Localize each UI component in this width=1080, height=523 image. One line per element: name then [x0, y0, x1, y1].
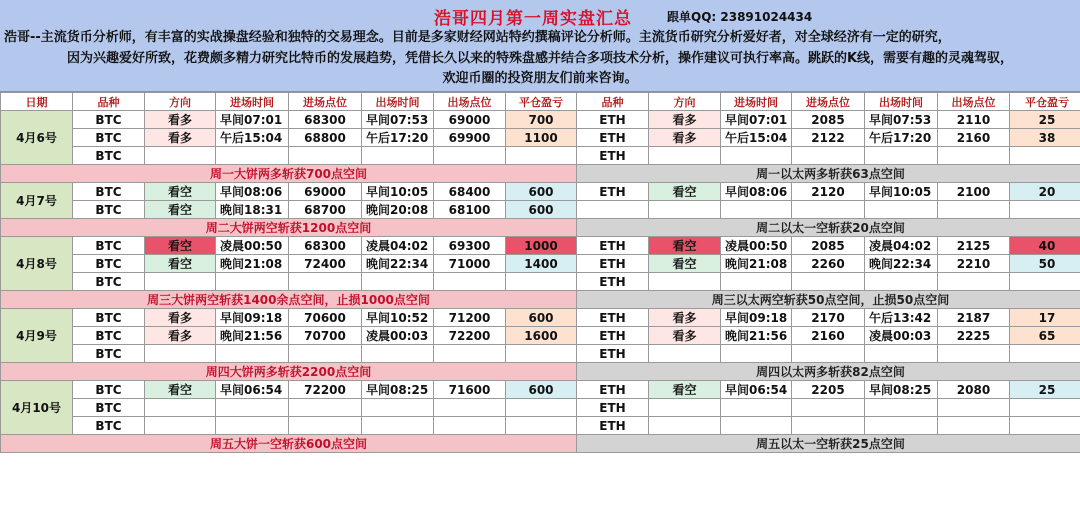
btc-summary: 周三大饼两空斩获1400余点空间，止损1000点空间 — [1, 291, 577, 309]
trade-table — [0, 92, 1080, 453]
eth-pnl-cell: 40 — [1010, 237, 1080, 255]
btc-entry-time-cell: 晚间21:08 — [216, 255, 289, 273]
btc-pnl-cell: 600 — [506, 381, 577, 399]
eth-entry-time-cell: 早间07:01 — [721, 111, 792, 129]
eth-pnl-cell — [1010, 417, 1080, 435]
btc-entry-time-cell: 凌晨00:50 — [216, 237, 289, 255]
eth-exit-price-cell — [938, 399, 1010, 417]
eth-direction-cell — [649, 201, 721, 219]
eth-exit-price-cell: 2187 — [938, 309, 1010, 327]
btc-symbol-cell: BTC — [73, 201, 145, 219]
eth-entry-price-cell: 2260 — [792, 255, 865, 273]
btc-exit-time-cell: 早间10:05 — [362, 183, 434, 201]
btc-direction-cell: 看多 — [145, 111, 216, 129]
eth-exit-price-cell: 2110 — [938, 111, 1010, 129]
btc-entry-time-cell — [216, 273, 289, 291]
btc-direction-cell: 看多 — [145, 327, 216, 345]
eth-symbol-cell: ETH — [577, 381, 649, 399]
btc-exit-time-cell: 晚间22:34 — [362, 255, 434, 273]
eth-summary: 周五以太一空斩获25点空间 — [577, 435, 1080, 453]
eth-entry-time-cell — [721, 399, 792, 417]
eth-pnl-cell — [1010, 147, 1080, 165]
btc-symbol-cell: BTC — [73, 183, 145, 201]
eth-exit-price-cell — [938, 417, 1010, 435]
eth-direction-cell: 看空 — [649, 237, 721, 255]
btc-exit-time-cell — [362, 345, 434, 363]
intro-text — [4, 28, 1076, 90]
btc-symbol-cell: BTC — [73, 237, 145, 255]
btc-direction-cell: 看空 — [145, 255, 216, 273]
eth-summary: 周二以太一空斩获20点空间 — [577, 219, 1080, 237]
btc-symbol-cell: BTC — [73, 345, 145, 363]
btc-exit-price-cell: 68100 — [434, 201, 506, 219]
contact-qq: 跟单QQ: 23891024434 — [667, 10, 813, 24]
btc-direction-cell — [145, 399, 216, 417]
eth-entry-time-cell: 早间08:06 — [721, 183, 792, 201]
btc-entry-price-cell — [289, 399, 362, 417]
date-cell: 4月7号 — [1, 183, 73, 219]
eth-direction-cell: 看多 — [649, 309, 721, 327]
btc-symbol-cell: BTC — [73, 111, 145, 129]
eth-entry-time-cell: 早间06:54 — [721, 381, 792, 399]
btc-symbol-cell: BTC — [73, 129, 145, 147]
eth-exit-time-cell: 凌晨04:02 — [865, 237, 938, 255]
eth-exit-time-cell — [865, 345, 938, 363]
btc-symbol-cell: BTC — [73, 381, 145, 399]
column-header: 平仓盈亏 — [1010, 93, 1080, 111]
eth-entry-price-cell — [792, 201, 865, 219]
table-header-row — [1, 93, 1080, 111]
btc-entry-time-cell: 晚间18:31 — [216, 201, 289, 219]
btc-symbol-cell: BTC — [73, 309, 145, 327]
btc-pnl-cell: 600 — [506, 201, 577, 219]
btc-exit-price-cell: 69300 — [434, 237, 506, 255]
eth-symbol-cell: ETH — [577, 255, 649, 273]
eth-entry-time-cell — [721, 201, 792, 219]
summary-row — [1, 435, 1080, 453]
btc-entry-price-cell: 72200 — [289, 381, 362, 399]
eth-exit-time-cell — [865, 273, 938, 291]
btc-exit-time-cell: 凌晨04:02 — [362, 237, 434, 255]
btc-entry-price-cell — [289, 345, 362, 363]
eth-entry-time-cell — [721, 345, 792, 363]
btc-summary: 周一大饼两多斩获700点空间 — [1, 165, 577, 183]
btc-symbol-cell: BTC — [73, 255, 145, 273]
column-header: 出场点位 — [938, 93, 1010, 111]
summary-row — [1, 165, 1080, 183]
btc-exit-price-cell — [434, 273, 506, 291]
eth-pnl-cell: 65 — [1010, 327, 1080, 345]
btc-entry-price-cell — [289, 417, 362, 435]
btc-exit-price-cell: 71200 — [434, 309, 506, 327]
btc-direction-cell: 看空 — [145, 237, 216, 255]
table-row — [1, 183, 1080, 201]
eth-entry-price-cell: 2085 — [792, 111, 865, 129]
btc-exit-price-cell: 71600 — [434, 381, 506, 399]
table-row — [1, 399, 1080, 417]
date-cell: 4月9号 — [1, 309, 73, 363]
btc-exit-time-cell: 凌晨00:03 — [362, 327, 434, 345]
btc-exit-time-cell — [362, 273, 434, 291]
table-row — [1, 381, 1080, 399]
column-header: 品种 — [73, 93, 145, 111]
btc-pnl-cell: 600 — [506, 183, 577, 201]
eth-pnl-cell: 20 — [1010, 183, 1080, 201]
btc-direction-cell — [145, 147, 216, 165]
eth-exit-price-cell: 2080 — [938, 381, 1010, 399]
eth-pnl-cell — [1010, 399, 1080, 417]
btc-entry-time-cell — [216, 417, 289, 435]
btc-exit-price-cell — [434, 399, 506, 417]
summary-row — [1, 363, 1080, 381]
btc-exit-price-cell: 72200 — [434, 327, 506, 345]
btc-exit-time-cell: 晚间20:08 — [362, 201, 434, 219]
btc-exit-time-cell — [362, 147, 434, 165]
btc-direction-cell: 看空 — [145, 381, 216, 399]
table-row — [1, 201, 1080, 219]
eth-summary: 周三以太两空斩获50点空间，止损50点空间 — [577, 291, 1080, 309]
btc-direction-cell: 看多 — [145, 129, 216, 147]
eth-symbol-cell: ETH — [577, 309, 649, 327]
date-cell: 4月6号 — [1, 111, 73, 165]
column-header: 进场点位 — [792, 93, 865, 111]
eth-summary: 周一以太两多斩获63点空间 — [577, 165, 1080, 183]
btc-entry-time-cell — [216, 345, 289, 363]
btc-entry-price-cell — [289, 273, 362, 291]
btc-exit-price-cell: 68400 — [434, 183, 506, 201]
column-header: 进场时间 — [216, 93, 289, 111]
column-header: 出场点位 — [434, 93, 506, 111]
btc-pnl-cell: 600 — [506, 309, 577, 327]
eth-entry-price-cell: 2170 — [792, 309, 865, 327]
eth-symbol-cell: ETH — [577, 327, 649, 345]
eth-exit-price-cell: 2210 — [938, 255, 1010, 273]
btc-exit-time-cell: 早间07:53 — [362, 111, 434, 129]
btc-exit-time-cell: 午后17:20 — [362, 129, 434, 147]
column-header: 日期 — [1, 93, 73, 111]
eth-direction-cell: 看多 — [649, 129, 721, 147]
btc-symbol-cell: BTC — [73, 273, 145, 291]
eth-entry-price-cell — [792, 147, 865, 165]
date-cell: 4月10号 — [1, 381, 73, 435]
btc-pnl-cell — [506, 273, 577, 291]
eth-pnl-cell: 17 — [1010, 309, 1080, 327]
btc-symbol-cell: BTC — [73, 327, 145, 345]
eth-pnl-cell: 25 — [1010, 111, 1080, 129]
btc-pnl-cell — [506, 417, 577, 435]
btc-direction-cell: 看多 — [145, 309, 216, 327]
date-cell: 4月8号 — [1, 237, 73, 291]
eth-direction-cell — [649, 273, 721, 291]
btc-direction-cell — [145, 273, 216, 291]
btc-entry-time-cell: 午后15:04 — [216, 129, 289, 147]
column-header: 方向 — [649, 93, 721, 111]
eth-symbol-cell: ETH — [577, 183, 649, 201]
btc-exit-time-cell — [362, 399, 434, 417]
eth-exit-price-cell — [938, 345, 1010, 363]
eth-direction-cell: 看空 — [649, 255, 721, 273]
btc-entry-time-cell: 早间06:54 — [216, 381, 289, 399]
eth-pnl-cell: 50 — [1010, 255, 1080, 273]
eth-symbol-cell: ETH — [577, 399, 649, 417]
eth-entry-price-cell: 2120 — [792, 183, 865, 201]
intro-line: 因为兴趣爱好所致，花费颇多精力研究比特币的发展趋势，凭借长久以来的特殊盘感并结合多项技术分析，操作建议可执行率高。跳跃的K线，需要有趣的灵魂驾驭， — [66, 50, 1014, 66]
eth-pnl-cell — [1010, 201, 1080, 219]
btc-entry-price-cell: 69000 — [289, 183, 362, 201]
summary-row — [1, 219, 1080, 237]
eth-entry-price-cell: 2160 — [792, 327, 865, 345]
eth-exit-time-cell — [865, 201, 938, 219]
eth-entry-time-cell: 午后15:04 — [721, 129, 792, 147]
btc-entry-price-cell — [289, 147, 362, 165]
btc-pnl-cell — [506, 345, 577, 363]
column-header: 品种 — [577, 93, 649, 111]
btc-summary: 周二大饼两空斩获1200点空间 — [1, 219, 577, 237]
btc-direction-cell — [145, 345, 216, 363]
eth-exit-price-cell: 2160 — [938, 129, 1010, 147]
table-row — [1, 273, 1080, 291]
eth-exit-time-cell — [865, 417, 938, 435]
btc-pnl-cell: 1000 — [506, 237, 577, 255]
eth-direction-cell — [649, 147, 721, 165]
header-banner — [0, 0, 1080, 92]
eth-entry-time-cell: 晚间21:56 — [721, 327, 792, 345]
eth-pnl-cell — [1010, 273, 1080, 291]
eth-entry-time-cell: 早间09:18 — [721, 309, 792, 327]
eth-symbol-cell: ETH — [577, 273, 649, 291]
column-header: 出场时间 — [865, 93, 938, 111]
btc-symbol-cell: BTC — [73, 399, 145, 417]
btc-entry-time-cell — [216, 147, 289, 165]
eth-entry-time-cell — [721, 273, 792, 291]
btc-symbol-cell: BTC — [73, 417, 145, 435]
btc-symbol-cell: BTC — [73, 147, 145, 165]
column-header: 进场时间 — [721, 93, 792, 111]
column-header: 出场时间 — [362, 93, 434, 111]
btc-exit-time-cell: 早间10:52 — [362, 309, 434, 327]
btc-direction-cell: 看空 — [145, 183, 216, 201]
eth-pnl-cell: 38 — [1010, 129, 1080, 147]
table-row — [1, 309, 1080, 327]
btc-entry-price-cell: 68300 — [289, 237, 362, 255]
eth-entry-price-cell — [792, 345, 865, 363]
btc-exit-time-cell — [362, 417, 434, 435]
column-header: 方向 — [145, 93, 216, 111]
eth-exit-price-cell — [938, 201, 1010, 219]
column-header: 平仓盈亏 — [506, 93, 577, 111]
eth-symbol-cell: ETH — [577, 147, 649, 165]
intro-line: 欢迎币圈的投资朋友们前来咨询。 — [442, 71, 638, 86]
btc-direction-cell: 看空 — [145, 201, 216, 219]
btc-pnl-cell: 700 — [506, 111, 577, 129]
btc-summary: 周五大饼一空斩获600点空间 — [1, 435, 577, 453]
eth-pnl-cell — [1010, 345, 1080, 363]
btc-exit-price-cell — [434, 147, 506, 165]
eth-entry-time-cell: 凌晨00:50 — [721, 237, 792, 255]
intro-line: 浩哥--主流货币分析师，有丰富的实战操盘经验和独特的交易理念。目前是多家财经网站特约撰稿评论分析师。主流货币研究分析爱好者，对全球经济有一定的研究， — [4, 30, 951, 45]
btc-pnl-cell — [506, 399, 577, 417]
eth-exit-time-cell: 早间08:25 — [865, 381, 938, 399]
eth-direction-cell — [649, 345, 721, 363]
btc-pnl-cell — [506, 147, 577, 165]
eth-entry-price-cell — [792, 273, 865, 291]
btc-exit-price-cell — [434, 417, 506, 435]
eth-entry-price-cell — [792, 399, 865, 417]
table-row — [1, 345, 1080, 363]
btc-exit-price-cell: 71000 — [434, 255, 506, 273]
eth-entry-price-cell — [792, 417, 865, 435]
table-row — [1, 129, 1080, 147]
eth-entry-time-cell: 晚间21:08 — [721, 255, 792, 273]
btc-pnl-cell: 1600 — [506, 327, 577, 345]
eth-entry-time-cell — [721, 147, 792, 165]
eth-exit-time-cell: 午后17:20 — [865, 129, 938, 147]
eth-exit-time-cell — [865, 147, 938, 165]
btc-entry-price-cell: 70600 — [289, 309, 362, 327]
btc-entry-time-cell: 晚间21:56 — [216, 327, 289, 345]
eth-exit-time-cell: 午后13:42 — [865, 309, 938, 327]
btc-exit-price-cell: 69000 — [434, 111, 506, 129]
table-row — [1, 327, 1080, 345]
eth-entry-time-cell — [721, 417, 792, 435]
eth-exit-time-cell: 早间10:05 — [865, 183, 938, 201]
eth-exit-price-cell: 2125 — [938, 237, 1010, 255]
eth-exit-price-cell: 2100 — [938, 183, 1010, 201]
table-row — [1, 255, 1080, 273]
btc-entry-time-cell: 早间07:01 — [216, 111, 289, 129]
btc-exit-time-cell: 早间08:25 — [362, 381, 434, 399]
btc-exit-price-cell: 69900 — [434, 129, 506, 147]
eth-exit-price-cell: 2225 — [938, 327, 1010, 345]
btc-entry-time-cell: 早间09:18 — [216, 309, 289, 327]
btc-pnl-cell: 1400 — [506, 255, 577, 273]
eth-summary: 周四以太两多斩获82点空间 — [577, 363, 1080, 381]
btc-entry-time-cell — [216, 399, 289, 417]
eth-pnl-cell: 25 — [1010, 381, 1080, 399]
eth-exit-time-cell: 早间07:53 — [865, 111, 938, 129]
btc-entry-price-cell: 68800 — [289, 129, 362, 147]
eth-symbol-cell: ETH — [577, 111, 649, 129]
btc-pnl-cell: 1100 — [506, 129, 577, 147]
table-row — [1, 147, 1080, 165]
eth-exit-price-cell — [938, 273, 1010, 291]
eth-symbol-cell: ETH — [577, 417, 649, 435]
eth-exit-time-cell — [865, 399, 938, 417]
btc-entry-price-cell: 72400 — [289, 255, 362, 273]
btc-summary: 周四大饼两多斩获2200点空间 — [1, 363, 577, 381]
eth-exit-time-cell: 晚间22:34 — [865, 255, 938, 273]
eth-entry-price-cell: 2085 — [792, 237, 865, 255]
btc-exit-price-cell — [434, 345, 506, 363]
eth-exit-price-cell — [938, 147, 1010, 165]
eth-direction-cell: 看空 — [649, 183, 721, 201]
eth-symbol-cell: ETH — [577, 129, 649, 147]
eth-direction-cell — [649, 399, 721, 417]
column-header: 进场点位 — [289, 93, 362, 111]
eth-direction-cell — [649, 417, 721, 435]
eth-symbol-cell: ETH — [577, 345, 649, 363]
eth-direction-cell: 看空 — [649, 381, 721, 399]
table-row — [1, 417, 1080, 435]
eth-entry-price-cell: 2205 — [792, 381, 865, 399]
btc-entry-price-cell: 68700 — [289, 201, 362, 219]
eth-symbol-cell — [577, 201, 649, 219]
eth-symbol-cell: ETH — [577, 237, 649, 255]
summary-row — [1, 291, 1080, 309]
btc-entry-price-cell: 68300 — [289, 111, 362, 129]
eth-exit-time-cell: 凌晨00:03 — [865, 327, 938, 345]
table-row — [1, 237, 1080, 255]
eth-direction-cell: 看多 — [649, 111, 721, 129]
eth-direction-cell: 看多 — [649, 327, 721, 345]
btc-entry-price-cell: 70700 — [289, 327, 362, 345]
table-row — [1, 111, 1080, 129]
btc-entry-time-cell: 早间08:06 — [216, 183, 289, 201]
eth-entry-price-cell: 2122 — [792, 129, 865, 147]
page-title: 浩哥四月第一周实盘汇总 — [434, 9, 632, 29]
btc-direction-cell — [145, 417, 216, 435]
